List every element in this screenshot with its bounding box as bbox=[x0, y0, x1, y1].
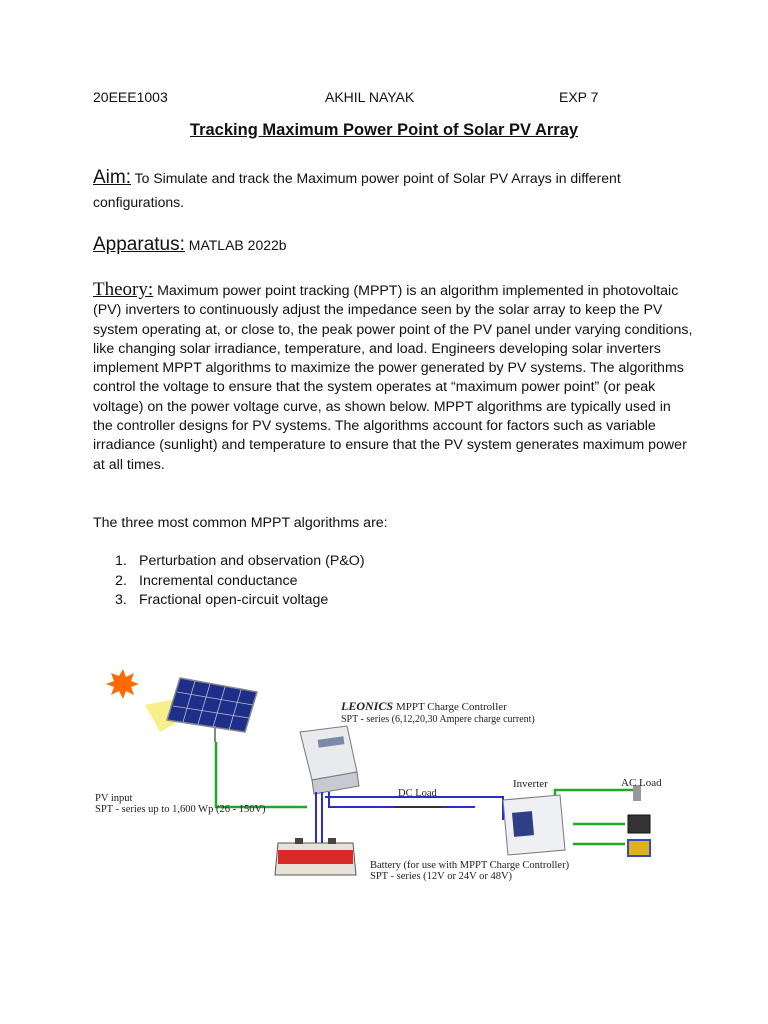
controller-series-label: SPT - series (6,12,20,30 Ampere charge current) bbox=[341, 714, 535, 725]
inverter-wire bbox=[325, 797, 503, 820]
list-item: 2. Incremental conductance bbox=[115, 572, 298, 589]
aim-label: Aim: bbox=[93, 167, 131, 188]
dc-load-label: DC Load bbox=[398, 788, 437, 799]
experiment-number: EXP 7 bbox=[559, 89, 599, 105]
inverter-label: Inverter bbox=[513, 778, 548, 790]
theory-section bbox=[93, 280, 693, 475]
charge-controller-icon bbox=[300, 726, 359, 794]
pv-wire bbox=[216, 742, 307, 807]
inverter-icon bbox=[503, 795, 565, 855]
ac-load-icons bbox=[628, 785, 650, 856]
tv-icon bbox=[628, 815, 650, 833]
roll-number: 20EEE1003 bbox=[93, 89, 168, 105]
pv-series-label: SPT - series up to 1,600 Wp (26 - 150V) bbox=[95, 804, 266, 815]
algorithms-list bbox=[93, 553, 365, 612]
aim-section bbox=[93, 166, 693, 214]
algorithms-intro: The three most common MPPT algorithms are: bbox=[93, 515, 388, 531]
document-header bbox=[93, 89, 598, 109]
ac-load-label: AC Load bbox=[621, 777, 662, 789]
student-name: AKHIL NAYAK bbox=[325, 89, 415, 105]
theory-label: Theory: bbox=[93, 279, 154, 300]
battery-label: Battery (for use with MPPT Charge Controller) bbox=[370, 860, 570, 871]
list-item: 3. Fractional open-circuit voltage bbox=[115, 592, 329, 608]
page-title: Tracking Maximum Power Point of Solar PV Array bbox=[189, 121, 579, 139]
list-item: 1. Perturbation and observation (P&O) bbox=[115, 553, 365, 569]
ac-wire bbox=[555, 790, 633, 820]
controller-title-label: MPPT Charge Controller bbox=[396, 701, 507, 713]
pv-input-label: PV input bbox=[95, 793, 133, 804]
battery-series-label: SPT - series (12V or 24V or 48V) bbox=[370, 871, 513, 882]
appliance-icon bbox=[628, 840, 650, 856]
battery-icon bbox=[275, 838, 356, 875]
theory-text: Maximum power point tracking (MPPT) is an algorithm implemented in photovoltaic (PV) inverters to continuously adjust the impedance seen by the solar array to keep the PV system operating at, or close to, the peak power point of the PV panel under varying conditions, like changing solar irradiance, temperature, and load. Engineers developing solar inverters implement MPPT algorithms to maximize the power generated by PV systems. The algorithms control the voltage to ensure that the system operates at “maximum power point” (or peak voltage) on the power voltage curve, as shown below. MPPT algorithms are typically used in the controller designs for PV systems. The algorithms account for factors such as variable irradiance (sunlight) and temperature to ensure that the PV system generates maximum power at all times. bbox=[93, 283, 693, 473]
sun-shape bbox=[106, 669, 139, 699]
aim-text: To Simulate and track the Maximum power point of Solar PV Arrays in different configurations. bbox=[93, 170, 621, 210]
apparatus-label: Apparatus: bbox=[93, 234, 185, 255]
brand-label: LEONICS bbox=[341, 699, 394, 713]
solar-panel-icon bbox=[167, 678, 257, 742]
mppt-system-diagram bbox=[85, 660, 685, 890]
apparatus-section bbox=[93, 234, 287, 256]
apparatus-text: MATLAB 2022b bbox=[184, 237, 287, 253]
